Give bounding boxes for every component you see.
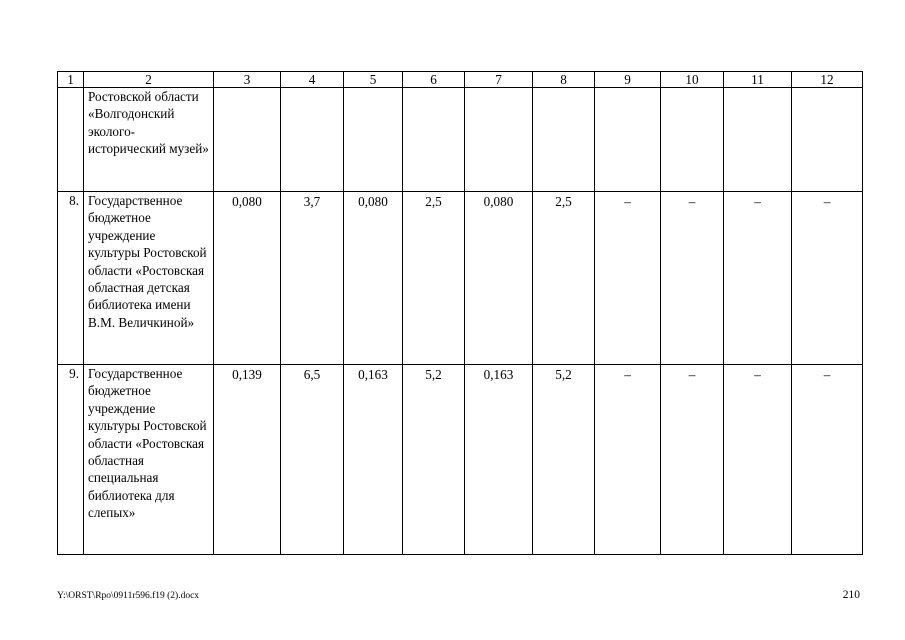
value-cell bbox=[533, 88, 595, 192]
value-cell: – bbox=[661, 192, 724, 365]
value-cell bbox=[724, 88, 792, 192]
page-number: 210 bbox=[842, 589, 860, 601]
header-cell: 12 bbox=[792, 72, 863, 88]
value-cell: 0,080 bbox=[465, 192, 533, 365]
footer-file-path: Y:\ORST\Rpo\0911r596.f19 (2).docx bbox=[57, 591, 200, 601]
value-cell bbox=[661, 88, 724, 192]
value-cell: 6,5 bbox=[281, 365, 344, 555]
header-cell: 6 bbox=[403, 72, 465, 88]
value-cell: – bbox=[724, 365, 792, 555]
header-cell: 9 bbox=[595, 72, 661, 88]
value-cell bbox=[595, 88, 661, 192]
header-cell: 3 bbox=[214, 72, 281, 88]
value-cell: 0,080 bbox=[214, 192, 281, 365]
value-cell: – bbox=[724, 192, 792, 365]
value-cell bbox=[792, 88, 863, 192]
header-cell: 7 bbox=[465, 72, 533, 88]
row-number: 8. bbox=[58, 192, 84, 365]
value-cell: 2,5 bbox=[533, 192, 595, 365]
header-cell: 1 bbox=[58, 72, 84, 88]
value-cell: 5,2 bbox=[533, 365, 595, 555]
institution-name: Государственное бюджетное учреждение культуры Ростовской области «Ростовская областная специальная библиотека для слепых» bbox=[84, 365, 214, 555]
value-cell: 0,163 bbox=[465, 365, 533, 555]
value-cell bbox=[214, 88, 281, 192]
table-row bbox=[58, 365, 863, 555]
header-cell: 4 bbox=[281, 72, 344, 88]
value-cell bbox=[465, 88, 533, 192]
header-cell: 5 bbox=[344, 72, 403, 88]
row-number: 9. bbox=[58, 365, 84, 555]
value-cell: – bbox=[661, 365, 724, 555]
header-cell: 8 bbox=[533, 72, 595, 88]
institution-name: Ростовской области «Волгодонский эколого-исторический музей» bbox=[84, 88, 214, 192]
value-cell bbox=[281, 88, 344, 192]
header-row bbox=[58, 72, 863, 88]
header-cell: 11 bbox=[724, 72, 792, 88]
value-cell bbox=[403, 88, 465, 192]
value-cell: 0,139 bbox=[214, 365, 281, 555]
value-cell bbox=[344, 88, 403, 192]
table-row bbox=[58, 192, 863, 365]
institution-name: Государственное бюджетное учреждение культуры Ростовской области «Ростовская областная детская библиотека имени В.М. Величкиной» bbox=[84, 192, 214, 365]
row-number bbox=[58, 88, 84, 192]
value-cell: – bbox=[792, 192, 863, 365]
value-cell: 0,163 bbox=[344, 365, 403, 555]
table-row bbox=[58, 88, 863, 192]
value-cell: – bbox=[792, 365, 863, 555]
value-cell: 3,7 bbox=[281, 192, 344, 365]
value-cell: 5,2 bbox=[403, 365, 465, 555]
header-cell: 2 bbox=[84, 72, 214, 88]
data-table bbox=[57, 71, 863, 555]
value-cell: 0,080 bbox=[344, 192, 403, 365]
value-cell: 2,5 bbox=[403, 192, 465, 365]
value-cell: – bbox=[595, 365, 661, 555]
value-cell: – bbox=[595, 192, 661, 365]
header-cell: 10 bbox=[661, 72, 724, 88]
